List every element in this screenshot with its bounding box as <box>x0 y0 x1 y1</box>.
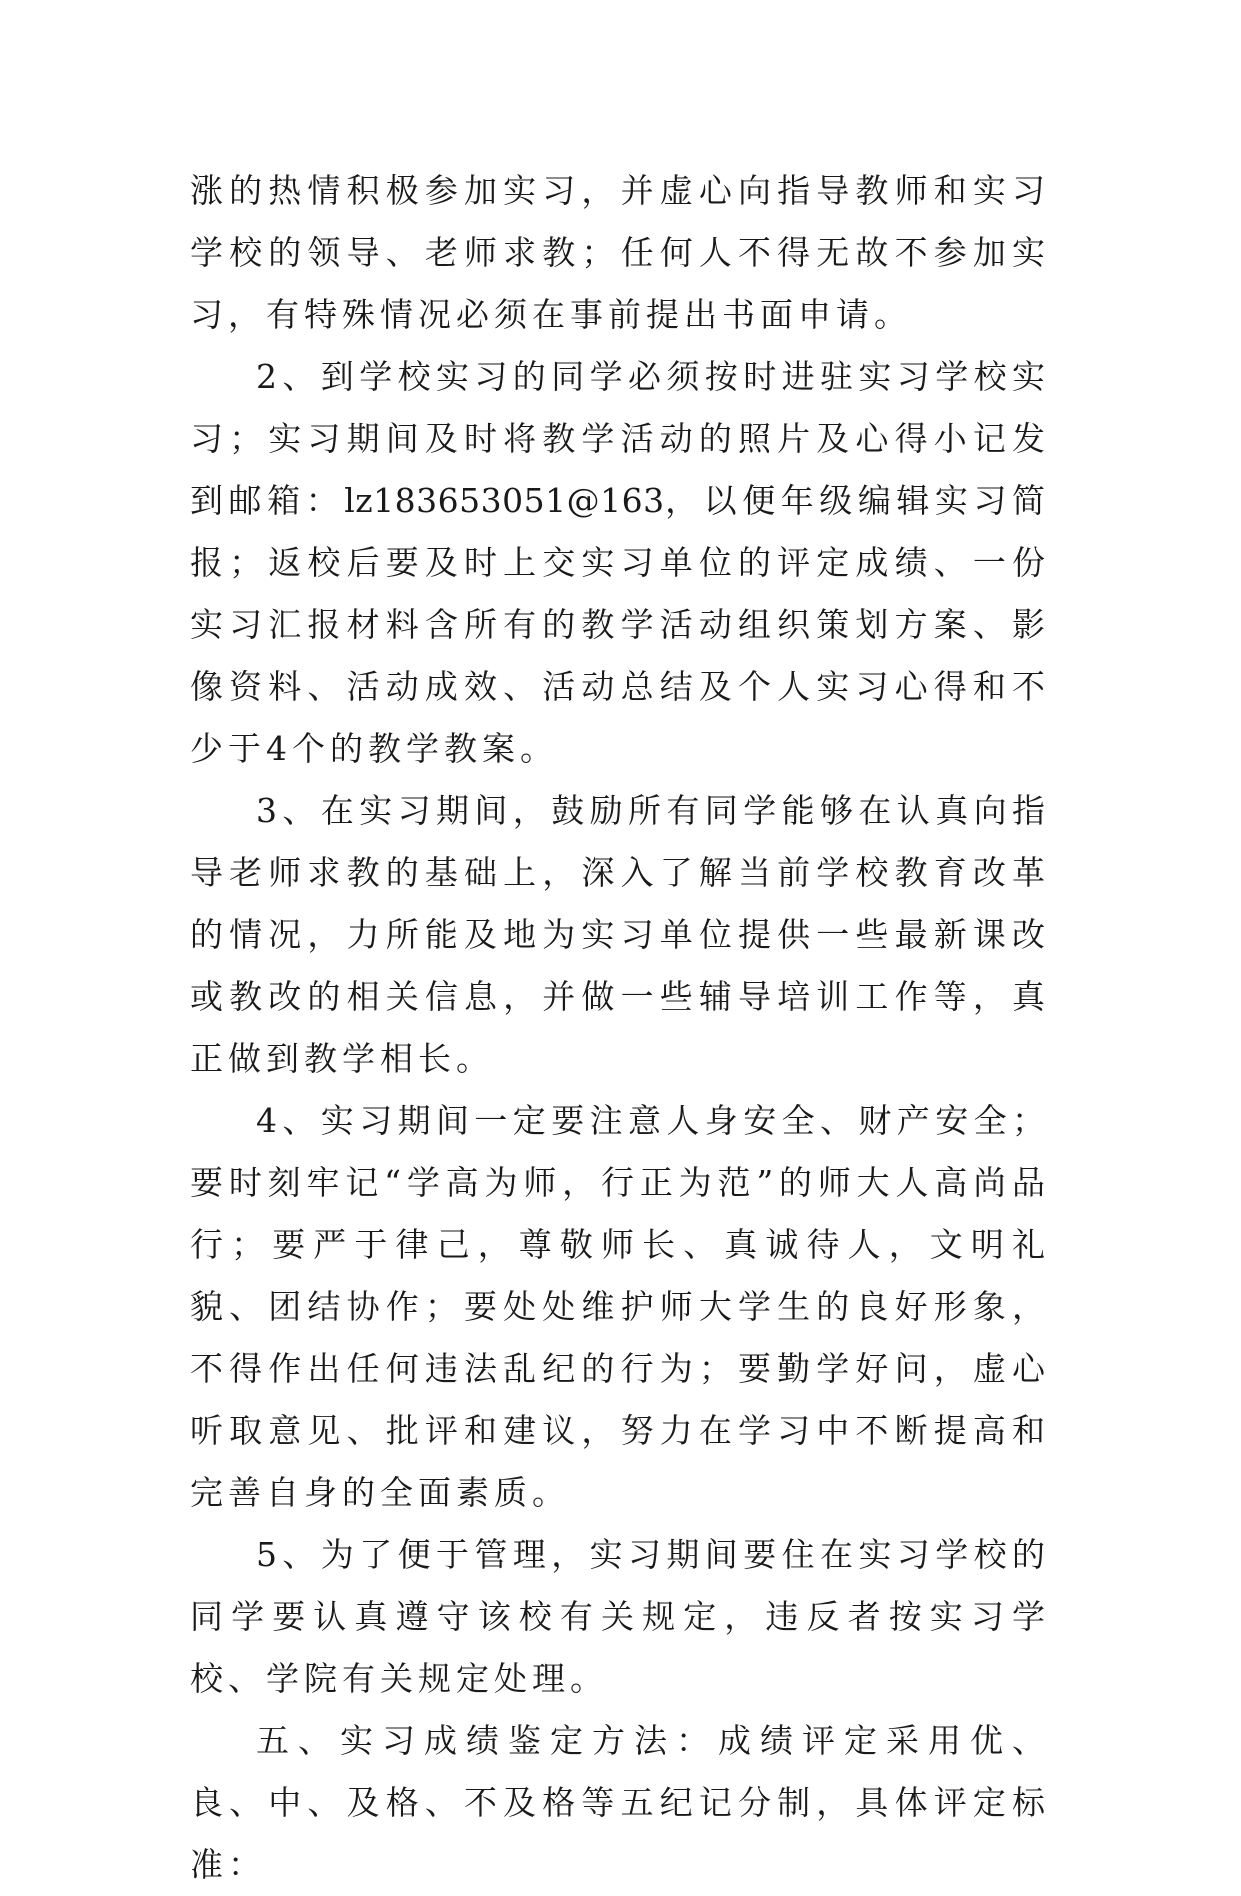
paragraph-item-2 <box>190 346 1050 780</box>
document-body <box>190 160 1050 1896</box>
email-address: lz183653051@163 <box>344 481 665 520</box>
paragraph-item-5: 5、为了便于管理，实习期间要住在实习学校的同学要认真遵守该校有关规定，违反者按实习学校、学院有关规定处理。 <box>190 1535 1050 1698</box>
paragraph-continuation: 涨的热情积极参加实习，并虚心向指导教师和实习学校的领导、老师求教；任何人不得无故不参加实习，有特殊情况必须在事前提出书面申请。 <box>190 171 1050 334</box>
paragraph-item-3: 3、在实习期间，鼓励所有同学能够在认真向指导老师求教的基础上，深入了解当前学校教育改革的情况，力所能及地为实习单位提供一些最新课改或教改的相关信息，并做一些辅导培训工作等，真正做到教学相长。 <box>190 791 1050 1078</box>
paragraph-item-4: 4、实习期间一定要注意人身安全、财产安全；要时刻牢记“学高为师，行正为范”的师大人高尚品行；要严于律己，尊敬师长、真诚待人，文明礼貌、团结协作；要处处维护师大学生的良好形象，不得作出任何违法乱纪的行为；要勤学好问，虚心听取意见、批评和建议，努力在学习中不断提高和完善自身的全面素质。 <box>190 1101 1050 1512</box>
paragraph-item-2-intro: 2、到学校实习的同学必须按时进驻实习学校实习；实习期间及时将教学活动的照片及心得小记发到邮箱： <box>190 357 1050 520</box>
section-heading-five: 五、实习成绩鉴定方法：成绩评定采用优、良、中、及格、不及格等五纪记分制，具体评定标准： <box>190 1721 1050 1884</box>
paragraph-item-2-rest: ，以便年级编辑实习简报；返校后要及时上交实习单位的评定成绩、一份实习汇报材料含所有的教学活动组织策划方案、影像资料、活动成效、活动总结及个人实习心得和不少于4个的教学教案。 <box>190 481 1051 768</box>
